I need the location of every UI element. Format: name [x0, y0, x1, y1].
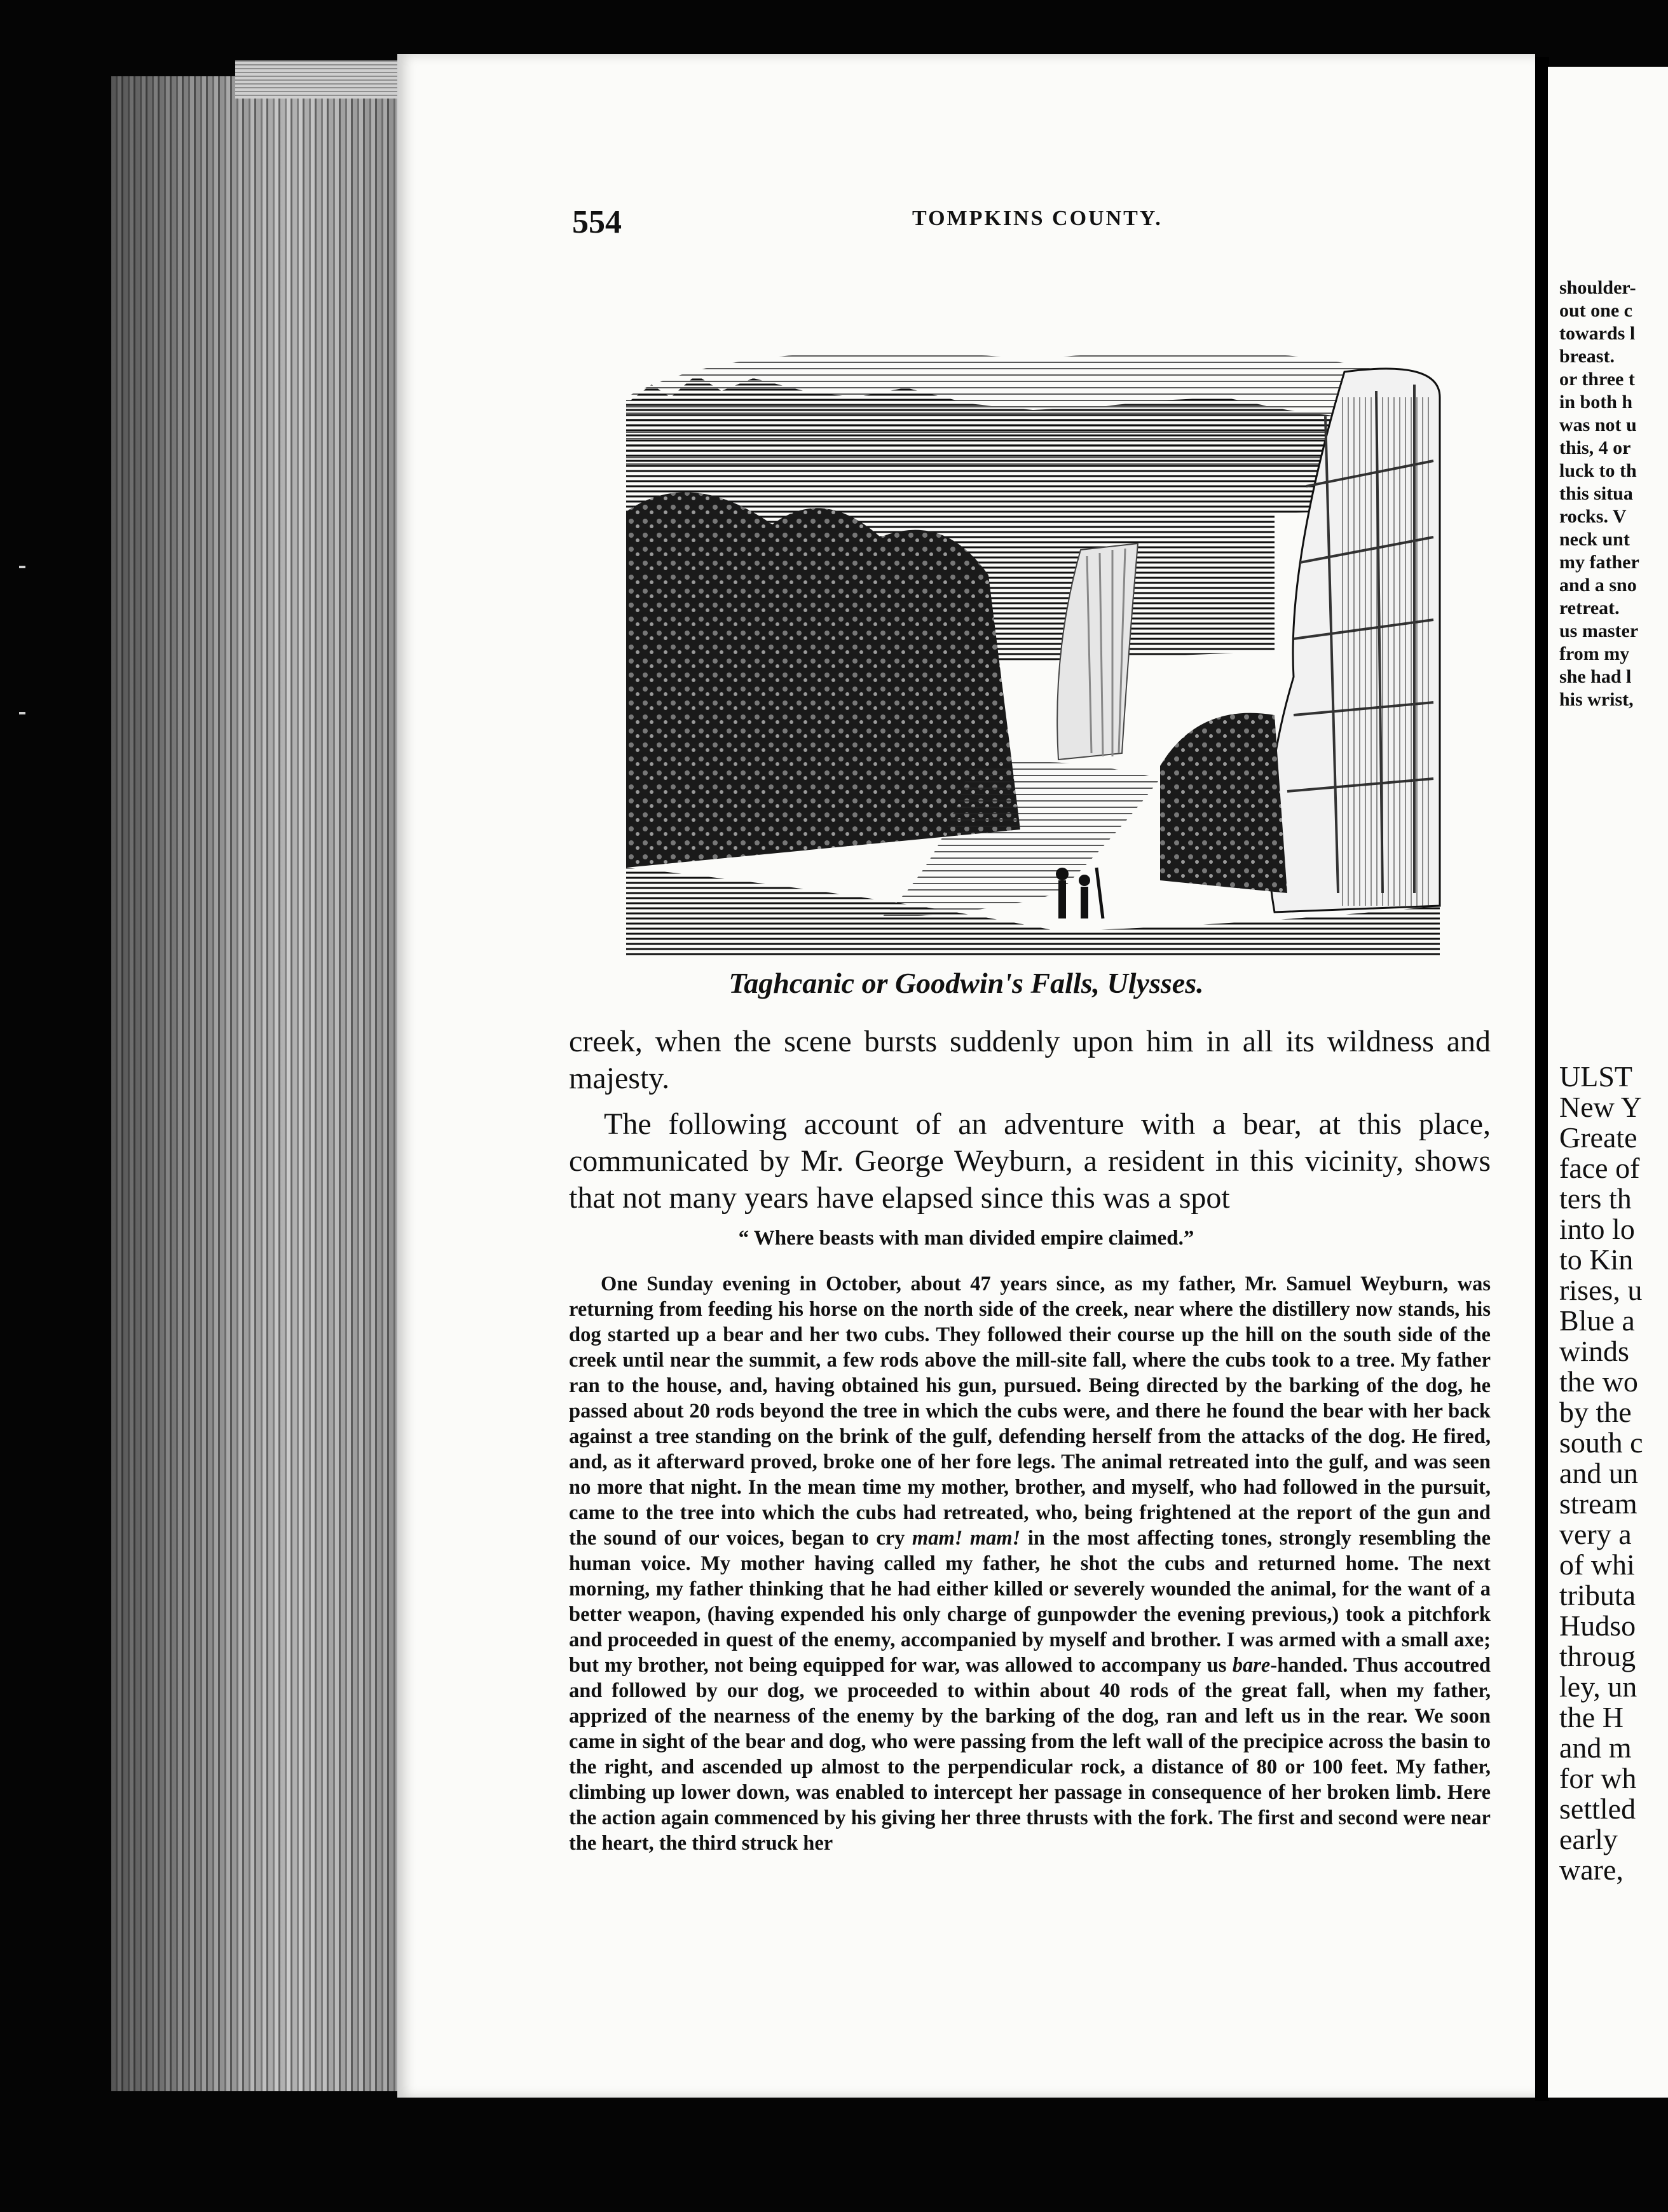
poetry-quote: “ Where beasts with man divided empire claimed.” — [738, 1227, 1194, 1250]
facing-page-line: of whi — [1559, 1548, 1635, 1581]
paragraph-2: The following account of an adventure with a bear, at this place, communicated by Mr. George Weyburn, a resident in this vicinity, shows that not many years have elapsed since this was a spot — [569, 1107, 1491, 1215]
narrative-part-3: -handed. Thus accoutred and followed by our dog, we proceeded to within about 40 rods of the great fall, when my father, apprized of the nearness of the enemy by the barking of the dog, ran and left us in the rear. We soon came in sight of the bear and dog, who were passing from the left wall of the precipice across the basin to the right, and ascended up almost to the perpendicular rock, a distance of 80 or 100 feet. My father, climbing up lower down, was enabled to intercept her passage in consequence of her broken limb. Here the action again commenced by his giving her three thrusts with the fork. The first and second were near the heart, the third struck her — [569, 1654, 1491, 1855]
page-number: 554 — [572, 204, 622, 240]
facing-page-line: south c — [1559, 1426, 1643, 1459]
facing-page-line: us master — [1559, 620, 1639, 641]
facing-page-line: early — [1559, 1823, 1618, 1855]
facing-page-line: for wh — [1559, 1762, 1637, 1794]
facing-page-line: Blue a — [1559, 1304, 1635, 1337]
facing-page-line: retreat. — [1559, 597, 1620, 618]
book-edge-shadow — [111, 76, 404, 2091]
facing-page-line: was not u — [1559, 414, 1637, 435]
right-bushes — [1160, 713, 1287, 893]
facing-page — [1548, 67, 1668, 2098]
facing-page-line: out one c — [1559, 300, 1632, 321]
facing-page-line: ware, — [1559, 1854, 1624, 1886]
facing-page-line: tributa — [1559, 1579, 1636, 1611]
book-top-edge — [235, 60, 407, 99]
narrative-italic-1: mam! mam! — [912, 1527, 1021, 1550]
facing-page-line: into lo — [1559, 1213, 1635, 1245]
facing-page-line: ters th — [1559, 1182, 1632, 1215]
facing-page-line: Hudso — [1559, 1609, 1636, 1642]
facing-page-line: ULST — [1559, 1060, 1632, 1093]
facing-page-line: she had l — [1559, 666, 1632, 687]
facing-page-line: the wo — [1559, 1365, 1638, 1398]
narrative-part-2: in the most affecting tones, strongly resembling the human voice. My mother having called my father, he shot the cubs and returned home. The next morning, my father thinking that he had either killed or severely wounded the animal, for the want of a better weapon, (having expended his only charge of gunpowder the evening previous,) took a pitchfork and proceeded in quest of the enemy, accompanied by myself and brother. I was armed with a small axe; but my brother, not being equipped for war, was allowed to accompany us — [569, 1527, 1491, 1677]
facing-page-line: this situa — [1559, 483, 1633, 504]
facing-page-line: his wrist, — [1559, 689, 1634, 710]
scan-mark — [19, 566, 25, 568]
narrative-italic-2: bare — [1232, 1654, 1271, 1677]
facing-page-line: ley, un — [1559, 1670, 1637, 1703]
facing-page-line: and a sno — [1559, 575, 1637, 596]
narrative-part-1: One Sunday evening in October, about 47 years since, as my father, Mr. Samuel Weyburn, was returning from feeding his horse on the north side of the creek, near where the distillery now stands, his dog started up a bear and her two cubs. They followed their course up the hill on the south side of the creek until near the summit, a few rods above the mill-site fall, where the cubs took to a tree. My father ran to the house, and, having obtained his gun, pursued. Being directed by the barking of the dog, he passed about 20 rods beyond the tree in which the cubs were, and there he found the bear with her back against a tree standing on the brink of the gulf, defending herself from the attacks of the dog. He fired, and, as it afterward proved, broke one of her fore legs. The animal retreated into the gulf, and was seen no more that night. In the mean time my mother, brother, and myself, who had followed in the pursuit, came to the tree into which the cubs had retreated, who, being frightened at the report of the gun and the sound of our voices, began to cry — [569, 1273, 1491, 1550]
running-head: TOMPKINS COUNTY. — [912, 207, 1163, 230]
scan-mark — [19, 712, 25, 714]
facing-page-line: this, 4 or — [1559, 437, 1631, 458]
book-page-554 — [397, 54, 1535, 2098]
facing-page-line: rocks. V — [1559, 506, 1627, 527]
facing-page-large-text — [1559, 1062, 1643, 1885]
facing-page-line: very a — [1559, 1518, 1632, 1550]
facing-page-line: winds — [1559, 1335, 1629, 1367]
facing-page-line: breast. — [1559, 346, 1615, 367]
facing-page-line: and un — [1559, 1457, 1638, 1489]
facing-page-line: New Y — [1559, 1091, 1642, 1123]
facing-page-line: throug — [1559, 1640, 1636, 1672]
facing-page-line: in both h — [1559, 392, 1633, 413]
facing-page-line: or three t — [1559, 369, 1635, 390]
facing-page-small-text — [1559, 276, 1639, 711]
facing-page-line: the H — [1559, 1701, 1624, 1733]
facing-page-line: towards l — [1559, 323, 1636, 344]
illustration-caption: Taghcanic or Goodwin's Falls, Ulysses. — [728, 967, 1204, 999]
facing-page-line: settled — [1559, 1792, 1636, 1825]
facing-page-line: by the — [1559, 1396, 1632, 1428]
facing-page-line: stream — [1559, 1487, 1637, 1520]
facing-page-line: from my — [1559, 643, 1630, 664]
facing-page-line: luck to th — [1559, 460, 1637, 481]
facing-page-line: neck unt — [1559, 529, 1630, 550]
paragraph-1: creek, when the scene bursts suddenly upon him in all its wildness and majesty. — [569, 1025, 1491, 1095]
facing-page-line: to Kin — [1559, 1243, 1634, 1276]
facing-page-line: and m — [1559, 1731, 1632, 1764]
gutter — [1535, 57, 1549, 2101]
facing-page-line: my father — [1559, 552, 1639, 573]
facing-page-line: shoulder- — [1559, 277, 1636, 298]
waterfall-engraving — [613, 321, 1453, 957]
facing-page-line: face of — [1559, 1152, 1640, 1184]
bear-narrative — [569, 1271, 1491, 1856]
facing-page-line: rises, u — [1559, 1274, 1643, 1306]
figures — [1056, 868, 1103, 918]
facing-page-line: Greate — [1559, 1121, 1637, 1154]
